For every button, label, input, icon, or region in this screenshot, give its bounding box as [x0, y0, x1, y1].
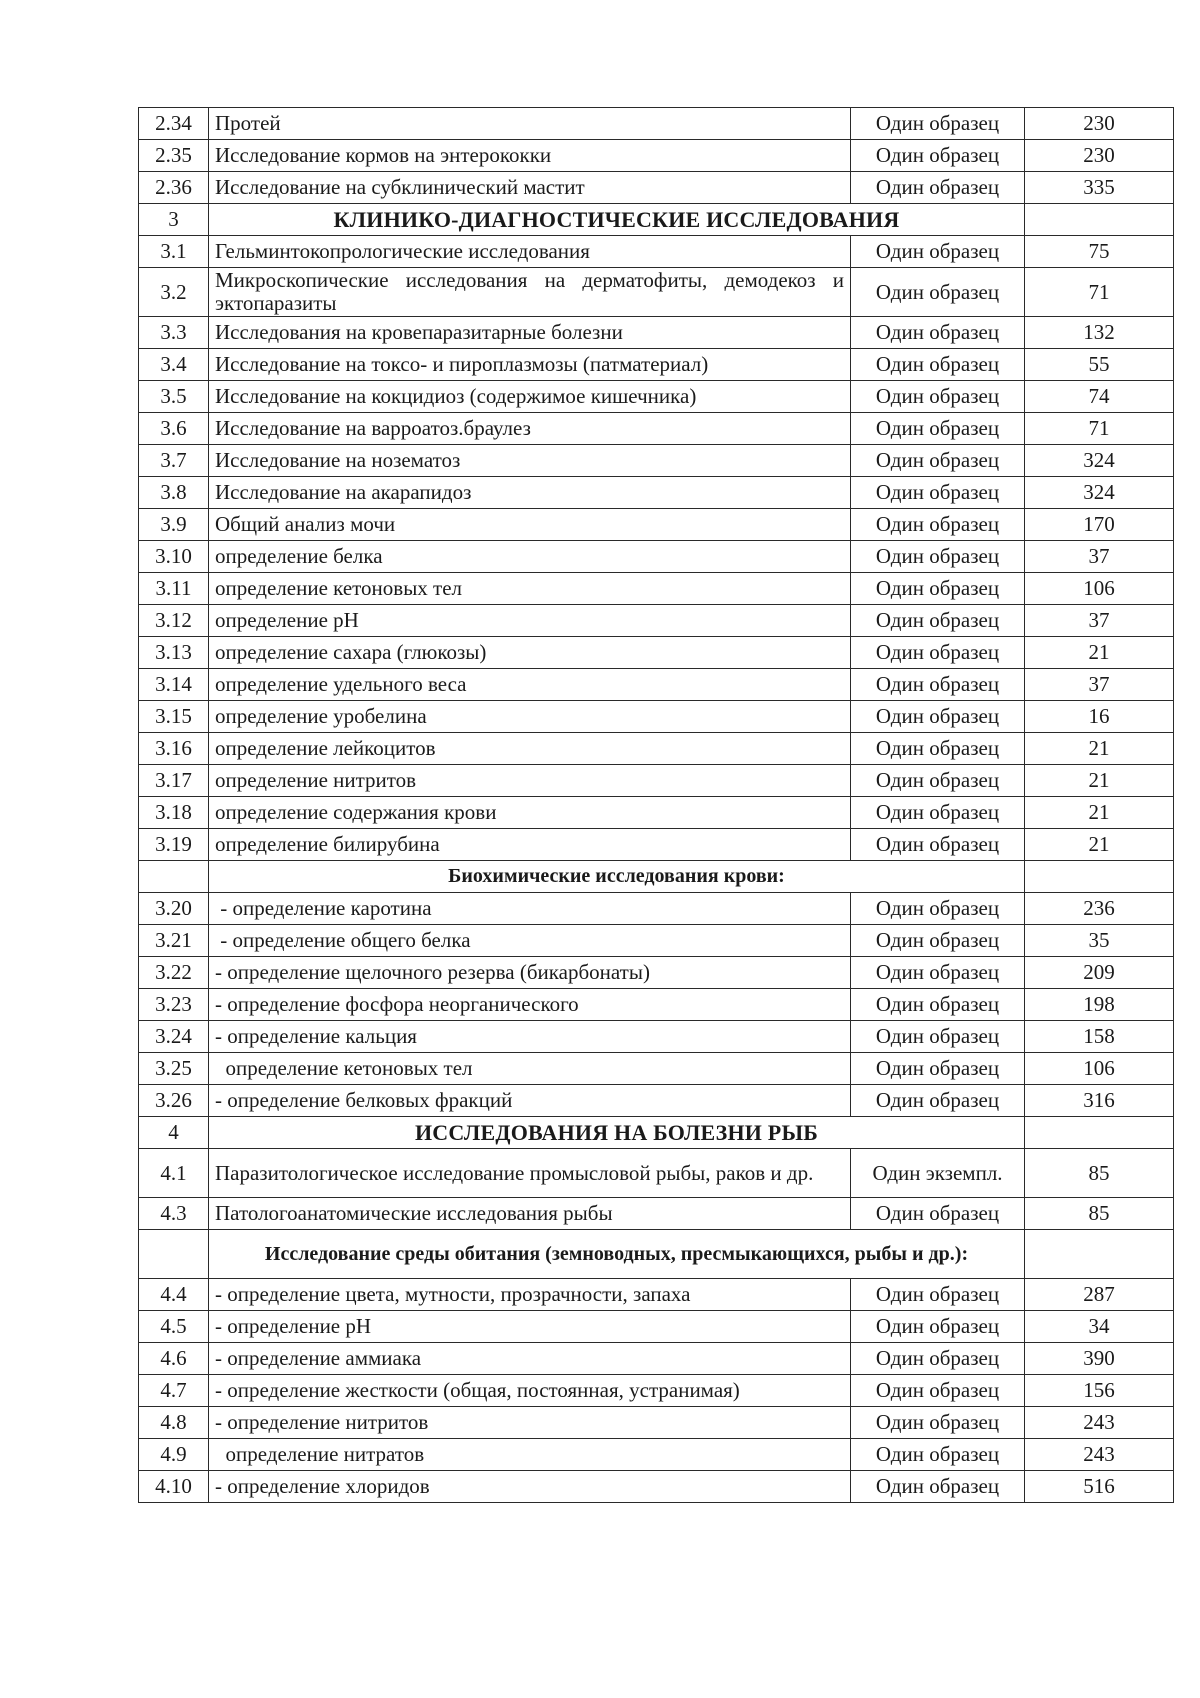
- table-row: [139, 1053, 1174, 1085]
- row-price: 324: [1025, 445, 1174, 477]
- row-number: 3.18: [139, 797, 209, 829]
- row-price: 243: [1025, 1407, 1174, 1439]
- row-number: 3.9: [139, 509, 209, 541]
- row-number: 4.10: [139, 1471, 209, 1503]
- row-name: определение белка: [209, 541, 851, 573]
- row-unit: Один образец: [851, 957, 1025, 989]
- section-header-row: [139, 1117, 1174, 1149]
- row-number: 3.19: [139, 829, 209, 861]
- table-row: [139, 1149, 1174, 1198]
- table-row: [139, 989, 1174, 1021]
- row-name: Исследование на акарапидоз: [209, 477, 851, 509]
- table-row: [139, 765, 1174, 797]
- section-number: 4: [139, 1117, 209, 1149]
- row-name: Протей: [209, 108, 851, 140]
- row-name: - определение щелочного резерва (бикарбонаты): [209, 957, 851, 989]
- table-row: [139, 1343, 1174, 1375]
- row-unit: Один образец: [851, 236, 1025, 268]
- row-name: определение сахара (глюкозы): [209, 637, 851, 669]
- row-price: 37: [1025, 541, 1174, 573]
- row-unit: Один образец: [851, 797, 1025, 829]
- row-unit: Один образец: [851, 989, 1025, 1021]
- row-number: 3.24: [139, 1021, 209, 1053]
- row-price: 390: [1025, 1343, 1174, 1375]
- row-name: Микроскопические исследования на дерматофиты, демодекоз и эктопаразиты: [209, 268, 851, 317]
- row-price: 21: [1025, 829, 1174, 861]
- row-unit: Один образец: [851, 268, 1025, 317]
- row-unit: Один образец: [851, 829, 1025, 861]
- row-number: 2.34: [139, 108, 209, 140]
- row-number: 3.2: [139, 268, 209, 317]
- section-header-row: [139, 204, 1174, 236]
- row-name: Общий анализ мочи: [209, 509, 851, 541]
- row-name: Исследование на кокцидиоз (содержимое кишечника): [209, 381, 851, 413]
- table-row: [139, 140, 1174, 172]
- subsection-header-row: [139, 1230, 1174, 1279]
- table-row: [139, 172, 1174, 204]
- table-row: [139, 957, 1174, 989]
- row-price: 21: [1025, 797, 1174, 829]
- row-unit: Один образец: [851, 765, 1025, 797]
- table-row: [139, 413, 1174, 445]
- row-unit: Один экземпл.: [851, 1149, 1025, 1198]
- row-price: 170: [1025, 509, 1174, 541]
- row-price: 106: [1025, 1053, 1174, 1085]
- row-unit: Один образец: [851, 1311, 1025, 1343]
- section-price-empty: [1025, 204, 1174, 236]
- subsection-title: Биохимические исследования крови:: [209, 861, 1025, 893]
- table-row: [139, 605, 1174, 637]
- row-price: 34: [1025, 1311, 1174, 1343]
- row-unit: Один образец: [851, 1085, 1025, 1117]
- row-price: 156: [1025, 1375, 1174, 1407]
- row-name: - определение рН: [209, 1311, 851, 1343]
- row-unit: Один образец: [851, 108, 1025, 140]
- row-unit: Один образец: [851, 1375, 1025, 1407]
- row-number: 3.17: [139, 765, 209, 797]
- row-name: определение уробелина: [209, 701, 851, 733]
- row-number: 3.12: [139, 605, 209, 637]
- row-unit: Один образец: [851, 1198, 1025, 1230]
- row-unit: Один образец: [851, 637, 1025, 669]
- subsection-number-empty: [139, 861, 209, 893]
- row-price: 198: [1025, 989, 1174, 1021]
- row-unit: Один образец: [851, 381, 1025, 413]
- row-price: 132: [1025, 317, 1174, 349]
- row-number: 3.4: [139, 349, 209, 381]
- row-number: 4.6: [139, 1343, 209, 1375]
- section-price-empty: [1025, 1117, 1174, 1149]
- row-price: 21: [1025, 733, 1174, 765]
- table-row: [139, 1085, 1174, 1117]
- table-row: [139, 893, 1174, 925]
- table-row: [139, 1439, 1174, 1471]
- row-name: определение нитратов: [209, 1439, 851, 1471]
- row-number: 3.8: [139, 477, 209, 509]
- row-number: 4.4: [139, 1279, 209, 1311]
- row-unit: Один образец: [851, 509, 1025, 541]
- table-row: [139, 797, 1174, 829]
- section-title: ИССЛЕДОВАНИЯ НА БОЛЕЗНИ РЫБ: [209, 1117, 1025, 1149]
- row-number: 4.1: [139, 1149, 209, 1198]
- table-row: [139, 573, 1174, 605]
- row-price: 158: [1025, 1021, 1174, 1053]
- row-number: 4.9: [139, 1439, 209, 1471]
- table-row: [139, 236, 1174, 268]
- row-unit: Один образец: [851, 701, 1025, 733]
- row-number: 3.1: [139, 236, 209, 268]
- section-title: КЛИНИКО-ДИАГНОСТИЧЕСКИЕ ИССЛЕДОВАНИЯ: [209, 204, 1025, 236]
- table-row: [139, 1375, 1174, 1407]
- row-name: - определение общего белка: [209, 925, 851, 957]
- row-name: - определение каротина: [209, 893, 851, 925]
- row-unit: Один образец: [851, 445, 1025, 477]
- table-row: [139, 381, 1174, 413]
- row-name: Исследование на токсо- и пироплазмозы (патматериал): [209, 349, 851, 381]
- row-price: 85: [1025, 1149, 1174, 1198]
- subsection-price-empty: [1025, 1230, 1174, 1279]
- row-price: 71: [1025, 413, 1174, 445]
- row-unit: Один образец: [851, 140, 1025, 172]
- row-unit: Один образец: [851, 477, 1025, 509]
- table-row: [139, 445, 1174, 477]
- row-name: - определение нитритов: [209, 1407, 851, 1439]
- table-row: [139, 477, 1174, 509]
- row-name: - определение жесткости (общая, постоянная, устранимая): [209, 1375, 851, 1407]
- row-number: 3.15: [139, 701, 209, 733]
- row-number: 3.26: [139, 1085, 209, 1117]
- table-row: [139, 509, 1174, 541]
- row-price: 316: [1025, 1085, 1174, 1117]
- row-number: 3.3: [139, 317, 209, 349]
- row-number: 3.10: [139, 541, 209, 573]
- table-row: [139, 669, 1174, 701]
- row-unit: Один образец: [851, 172, 1025, 204]
- table-row: [139, 733, 1174, 765]
- row-number: 3.21: [139, 925, 209, 957]
- row-number: 4.5: [139, 1311, 209, 1343]
- table-row: [139, 541, 1174, 573]
- row-number: 3.7: [139, 445, 209, 477]
- row-name: - определение белковых фракций: [209, 1085, 851, 1117]
- price-list-table: [138, 107, 1174, 1503]
- table-row: [139, 349, 1174, 381]
- subsection-price-empty: [1025, 861, 1174, 893]
- row-number: 3.11: [139, 573, 209, 605]
- row-number: 3.14: [139, 669, 209, 701]
- row-number: 2.36: [139, 172, 209, 204]
- row-price: 243: [1025, 1439, 1174, 1471]
- row-price: 106: [1025, 573, 1174, 605]
- row-unit: Один образец: [851, 1343, 1025, 1375]
- table-row: [139, 1021, 1174, 1053]
- row-number: 2.35: [139, 140, 209, 172]
- subsection-number-empty: [139, 1230, 209, 1279]
- row-price: 287: [1025, 1279, 1174, 1311]
- row-unit: Один образец: [851, 1407, 1025, 1439]
- row-name: определение кетоновых тел: [209, 1053, 851, 1085]
- table-row: [139, 317, 1174, 349]
- section-number: 3: [139, 204, 209, 236]
- row-name: определение содержания крови: [209, 797, 851, 829]
- row-unit: Один образец: [851, 573, 1025, 605]
- row-name: определение билирубина: [209, 829, 851, 861]
- row-number: 3.16: [139, 733, 209, 765]
- row-name: Исследования на кровепаразитарные болезни: [209, 317, 851, 349]
- row-price: 37: [1025, 605, 1174, 637]
- table-row: [139, 1471, 1174, 1503]
- table-row: [139, 268, 1174, 317]
- subsection-header-row: [139, 861, 1174, 893]
- row-unit: Один образец: [851, 925, 1025, 957]
- table-row: [139, 701, 1174, 733]
- row-price: 37: [1025, 669, 1174, 701]
- row-price: 85: [1025, 1198, 1174, 1230]
- table-row: [139, 1279, 1174, 1311]
- table-row: [139, 637, 1174, 669]
- row-name: - определение аммиака: [209, 1343, 851, 1375]
- row-unit: Один образец: [851, 1021, 1025, 1053]
- row-price: 21: [1025, 765, 1174, 797]
- row-price: 71: [1025, 268, 1174, 317]
- row-unit: Один образец: [851, 733, 1025, 765]
- row-unit: Один образец: [851, 1471, 1025, 1503]
- row-name: определение удельного веса: [209, 669, 851, 701]
- row-unit: Один образец: [851, 413, 1025, 445]
- row-number: 3.20: [139, 893, 209, 925]
- row-name: - определение фосфора неорганического: [209, 989, 851, 1021]
- row-name: Гельминтокопрологические исследования: [209, 236, 851, 268]
- row-price: 335: [1025, 172, 1174, 204]
- row-name: определение кетоновых тел: [209, 573, 851, 605]
- row-name: Исследование на нозематоз: [209, 445, 851, 477]
- row-price: 75: [1025, 236, 1174, 268]
- row-price: 55: [1025, 349, 1174, 381]
- row-price: 236: [1025, 893, 1174, 925]
- subsection-title: Исследование среды обитания (земноводных, пресмыкающихся, рыбы и др.):: [209, 1230, 1025, 1279]
- row-price: 16: [1025, 701, 1174, 733]
- row-name: - определение хлоридов: [209, 1471, 851, 1503]
- row-unit: Один образец: [851, 893, 1025, 925]
- row-unit: Один образец: [851, 1279, 1025, 1311]
- row-name: определение лейкоцитов: [209, 733, 851, 765]
- row-number: 3.23: [139, 989, 209, 1021]
- row-unit: Один образец: [851, 669, 1025, 701]
- table-row: [139, 925, 1174, 957]
- row-name: - определение цвета, мутности, прозрачности, запаха: [209, 1279, 851, 1311]
- row-name: Патологоанатомические исследования рыбы: [209, 1198, 851, 1230]
- row-price: 230: [1025, 140, 1174, 172]
- row-unit: Один образец: [851, 1053, 1025, 1085]
- row-price: 21: [1025, 637, 1174, 669]
- row-price: 35: [1025, 925, 1174, 957]
- table-row: [139, 829, 1174, 861]
- row-number: 3.6: [139, 413, 209, 445]
- row-name: Исследование на варроатоз.браулез: [209, 413, 851, 445]
- table-row: [139, 1311, 1174, 1343]
- row-name: - определение кальция: [209, 1021, 851, 1053]
- table-row: [139, 1198, 1174, 1230]
- row-price: 209: [1025, 957, 1174, 989]
- row-unit: Один образец: [851, 1439, 1025, 1471]
- row-name: определение рН: [209, 605, 851, 637]
- row-number: 4.7: [139, 1375, 209, 1407]
- row-unit: Один образец: [851, 317, 1025, 349]
- row-name: определение нитритов: [209, 765, 851, 797]
- row-name: Паразитологическое исследование промысловой рыбы, раков и др.: [209, 1149, 851, 1198]
- price-list-body: [139, 108, 1174, 1503]
- row-unit: Один образец: [851, 541, 1025, 573]
- table-row: [139, 1407, 1174, 1439]
- price-list-page: [138, 107, 1173, 1503]
- row-price: 324: [1025, 477, 1174, 509]
- table-row: [139, 108, 1174, 140]
- row-number: 3.13: [139, 637, 209, 669]
- row-number: 3.25: [139, 1053, 209, 1085]
- row-price: 74: [1025, 381, 1174, 413]
- row-price: 230: [1025, 108, 1174, 140]
- row-name: Исследование кормов на энтерококки: [209, 140, 851, 172]
- row-number: 3.22: [139, 957, 209, 989]
- row-unit: Один образец: [851, 605, 1025, 637]
- row-price: 516: [1025, 1471, 1174, 1503]
- row-name: Исследование на субклинический мастит: [209, 172, 851, 204]
- row-number: 4.3: [139, 1198, 209, 1230]
- row-number: 4.8: [139, 1407, 209, 1439]
- row-number: 3.5: [139, 381, 209, 413]
- row-unit: Один образец: [851, 349, 1025, 381]
